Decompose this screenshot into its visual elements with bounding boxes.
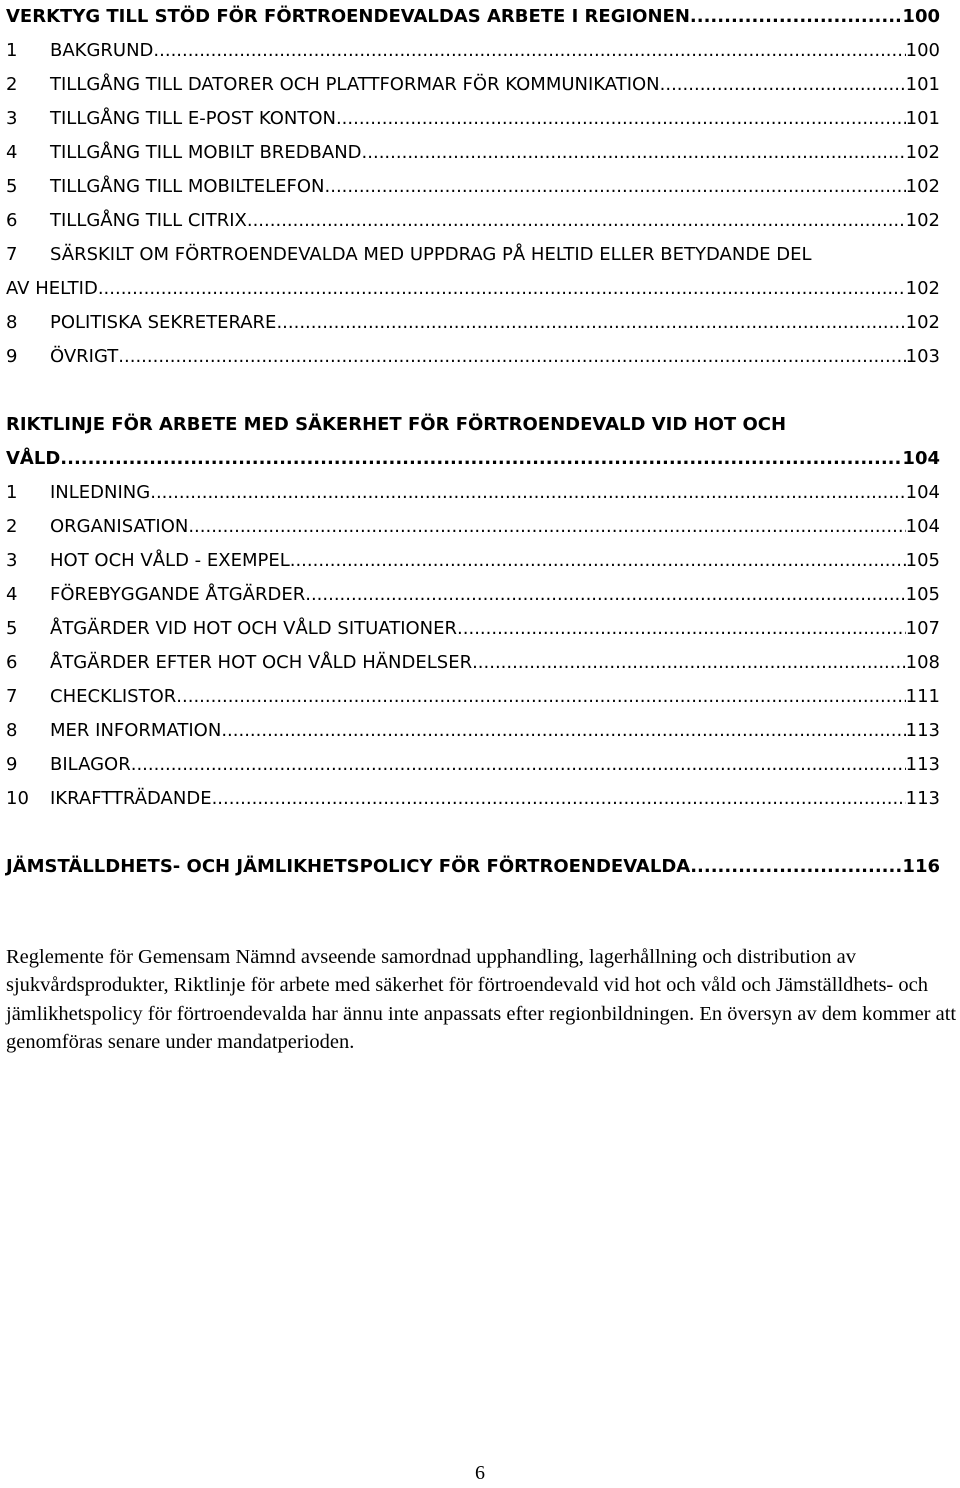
dot-leader — [176, 680, 905, 714]
dot-leader — [118, 340, 905, 374]
toc-entry-label: ÖVRIGT — [50, 346, 119, 367]
toc-entry-number: 7 — [6, 244, 18, 265]
toc-entry[interactable] — [6, 102, 940, 136]
dot-leader — [60, 442, 902, 476]
toc-entry-wrapped[interactable] — [6, 238, 940, 272]
toc-heading-verktyg[interactable] — [6, 0, 940, 34]
toc-entry-number: 6 — [6, 652, 18, 673]
toc-page-number: 108 — [905, 652, 940, 673]
toc-page-number: 105 — [905, 584, 940, 605]
dot-leader — [325, 170, 906, 204]
toc-heading-continuation[interactable] — [6, 442, 940, 476]
toc-entry-number: 7 — [6, 686, 18, 707]
toc-page-number: 104 — [905, 482, 940, 503]
toc-entry-label: ÅTGÄRDER VID HOT OCH VÅLD SITUATIONER — [50, 618, 458, 639]
toc-entry[interactable] — [6, 136, 940, 170]
toc-page-number: 113 — [905, 720, 940, 741]
toc-entry[interactable] — [6, 510, 940, 544]
toc-entry[interactable] — [6, 646, 940, 680]
toc-page-number: 104 — [902, 448, 940, 469]
toc-entry[interactable] — [6, 714, 940, 748]
toc-entry-number: 1 — [6, 482, 18, 503]
toc-entry-number: 3 — [6, 550, 18, 571]
toc-entry-number: 4 — [6, 584, 18, 605]
toc-entry[interactable] — [6, 170, 940, 204]
toc-entry[interactable] — [6, 544, 940, 578]
toc-entry-label: ÅTGÄRDER EFTER HOT OCH VÅLD HÄNDELSER — [50, 652, 473, 673]
dot-leader — [276, 306, 905, 340]
toc-page-number: 101 — [905, 74, 940, 95]
toc-page-number: 116 — [902, 856, 940, 877]
toc-entry-number: 5 — [6, 618, 18, 639]
toc-page-number: 107 — [905, 618, 940, 639]
section-spacer — [6, 816, 940, 850]
toc-entry-label: FÖREBYGGANDE ÅTGÄRDER — [50, 584, 306, 605]
dot-leader — [336, 102, 906, 136]
dot-leader — [690, 850, 902, 884]
toc-entry-number: 6 — [6, 210, 18, 231]
toc-heading-riktlinje[interactable] — [6, 408, 940, 442]
toc-page-number: 102 — [905, 176, 940, 197]
dot-leader — [188, 510, 905, 544]
toc-page-number: 102 — [905, 210, 940, 231]
dot-leader — [247, 204, 906, 238]
toc-entry-label: SÄRSKILT OM FÖRTROENDEVALDA MED UPPDRAG PÅ HELTID ELLER BETYDANDE DEL — [50, 244, 812, 265]
toc-entry-number: 9 — [6, 346, 18, 367]
toc-entry-label: CHECKLISTOR — [50, 686, 177, 707]
toc-page-number: 100 — [902, 6, 940, 27]
toc-entry[interactable] — [6, 340, 940, 374]
toc-page-number: 102 — [905, 278, 940, 299]
toc-entry[interactable] — [6, 204, 940, 238]
toc-entry-label: TILLGÅNG TILL DATORER OCH PLATTFORMAR FÖR KOMMUNIKATION — [50, 74, 660, 95]
toc-entry-label: POLITISKA SEKRETERARE — [50, 312, 277, 333]
toc-heading-title: RIKTLINJE FÖR ARBETE MED SÄKERHET FÖR FÖRTROENDEVALD VID HOT OCH — [6, 414, 787, 435]
toc-page-number: 100 — [905, 40, 940, 61]
toc-entry-number: 4 — [6, 142, 18, 163]
toc-entry-label: ORGANISATION — [50, 516, 189, 537]
toc-page-number: 102 — [905, 142, 940, 163]
toc-page-number: 105 — [905, 550, 940, 571]
dot-leader — [150, 476, 905, 510]
toc-entry-number: 3 — [6, 108, 18, 129]
toc-heading-title: VERKTYG TILL STÖD FÖR FÖRTROENDEVALDAS ARBETE I REGIONEN — [6, 6, 690, 27]
toc-page-number: 111 — [905, 686, 940, 707]
toc-entry-number: 5 — [6, 176, 18, 197]
toc-heading-title: VÅLD — [6, 448, 61, 469]
toc-entry-number: 9 — [6, 754, 18, 775]
toc-entry-label: BAKGRUND — [50, 40, 154, 61]
toc-entry-number: 10 — [6, 788, 29, 809]
toc-entry-label: TILLGÅNG TILL MOBILT BREDBAND — [50, 142, 362, 163]
dot-leader — [690, 0, 903, 34]
table-of-contents — [6, 0, 940, 884]
toc-entry-label: AV HELTID — [6, 278, 98, 299]
toc-heading-title: JÄMSTÄLLDHETS- OCH JÄMLIKHETSPOLICY FÖR FÖRTROENDEVALDA — [6, 856, 691, 877]
toc-page-number: 102 — [905, 312, 940, 333]
toc-entry-label: INLEDNING — [50, 482, 151, 503]
toc-page-number: 113 — [905, 754, 940, 775]
toc-entry-number: 2 — [6, 74, 18, 95]
toc-entry-label: IKRAFTTRÄDANDE — [50, 788, 212, 809]
dot-leader — [305, 578, 905, 612]
section-spacer — [6, 374, 940, 408]
toc-entry[interactable] — [6, 782, 940, 816]
toc-page-number: 104 — [905, 516, 940, 537]
dot-leader — [660, 68, 906, 102]
note-paragraph: Reglemente för Gemensam Nämnd avseende samordnad upphandling, lagerhållning och distribution av sjukvårdsprodukter, Riktlinje för arbete med säkerhet för förtroendevald vid hot och våld och Jämställdhets- och jämlikhetspolicy för förtroendevalda har ännu inte anpassats efter regionbildningen. En översyn av dem kommer att genomföras senare under mandatperioden. — [6, 945, 957, 1053]
toc-entry-label: HOT OCH VÅLD - EXEMPEL — [50, 550, 290, 571]
toc-page-number: 101 — [905, 108, 940, 129]
toc-entry-label: TILLGÅNG TILL CITRIX — [50, 210, 247, 231]
toc-entry[interactable] — [6, 68, 940, 102]
toc-entry-label: BILAGOR — [50, 754, 131, 775]
dot-leader — [362, 136, 906, 170]
toc-entry-label: TILLGÅNG TILL E-POST KONTON — [50, 108, 336, 129]
toc-entry[interactable] — [6, 612, 940, 646]
dot-leader — [457, 612, 906, 646]
toc-entry-continuation[interactable] — [6, 272, 940, 306]
toc-entry[interactable] — [6, 748, 940, 782]
page-number: 6 — [475, 1462, 485, 1484]
toc-entry-label: TILLGÅNG TILL MOBILTELEFON — [50, 176, 325, 197]
toc-entry[interactable] — [6, 578, 940, 612]
toc-entry-label: MER INFORMATION — [50, 720, 222, 741]
dot-leader — [98, 272, 906, 306]
toc-entry-number: 1 — [6, 40, 18, 61]
dot-leader — [221, 714, 905, 748]
dot-leader — [131, 748, 906, 782]
toc-entry-number: 8 — [6, 312, 18, 333]
toc-page-number: 103 — [905, 346, 940, 367]
toc-entry-number: 8 — [6, 720, 18, 741]
toc-entry-number: 2 — [6, 516, 18, 537]
toc-entry[interactable] — [6, 680, 940, 714]
toc-heading-jamstalldhet[interactable] — [6, 850, 940, 884]
toc-entry[interactable] — [6, 476, 940, 510]
dot-leader — [290, 544, 906, 578]
dot-leader — [153, 34, 905, 68]
dot-leader — [212, 782, 906, 816]
toc-entry[interactable] — [6, 34, 940, 68]
toc-entry[interactable] — [6, 306, 940, 340]
toc-page-number: 113 — [905, 788, 940, 809]
dot-leader — [472, 646, 906, 680]
